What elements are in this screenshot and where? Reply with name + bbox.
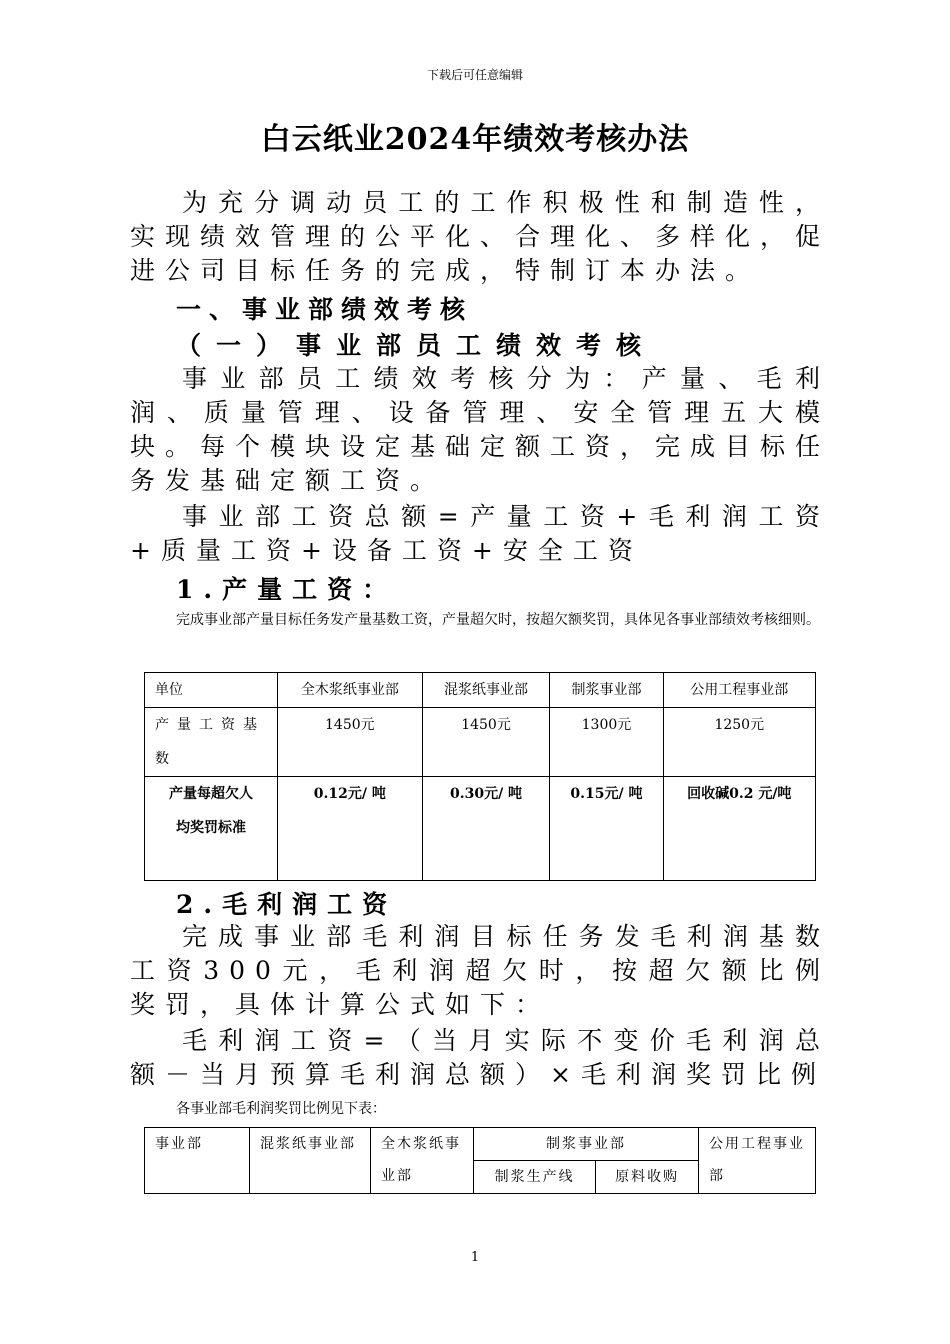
table-cell: 制浆事业部 <box>474 1128 699 1161</box>
table-row <box>145 1128 816 1161</box>
output-salary-table <box>144 672 816 881</box>
table-cell: 制浆生产线 <box>474 1161 596 1194</box>
item2-paragraph: 完成事业部毛利润目标任务发毛利润基数工资300元，毛利润超欠时，按超欠额比例奖罚，具体计算公式如下： <box>130 922 830 1019</box>
table-cell: 单位 <box>145 673 278 708</box>
salary-formula-paragraph: 事业部工资总额=产量工资+毛利润工资+质量工资+设备工资+安全工资 <box>130 502 830 565</box>
table-row <box>145 777 816 881</box>
table-cell: 制浆事业部 <box>550 673 663 708</box>
table-cell: 全木浆纸事业部 <box>278 673 423 708</box>
table-cell: 回收碱0.2 元/吨 <box>663 777 815 881</box>
table-cell: 混浆纸事业部 <box>422 673 550 708</box>
header-note: 下载后可任意编辑 <box>426 68 523 82</box>
table-cell: 0.30元/ 吨 <box>422 777 550 881</box>
table-row <box>145 673 816 708</box>
table-cell: 产量每超欠人均奖罚标准 <box>145 777 278 881</box>
table-row <box>145 708 816 777</box>
page-number: 1 <box>470 1250 480 1265</box>
table-cell: 1450元 <box>422 708 550 777</box>
item1-heading: 1.产量工资： <box>176 575 398 604</box>
profit-ratio-table <box>144 1127 816 1194</box>
item2-note: 各事业部毛利润奖罚比例见下表： <box>176 1101 386 1117</box>
intro-paragraph: 为充分调动员工的工作积极性和制造性，实现绩效管理的公平化、合理化、多样化，促进公司目标任务的完成，特制订本办法。 <box>130 188 831 285</box>
table-cell: 全木浆纸事业部 <box>371 1128 474 1194</box>
table-cell: 事业部 <box>145 1128 250 1194</box>
section-heading-1: 一、事业部绩效考核 <box>176 295 474 324</box>
item2-heading: 2.毛利润工资 <box>176 890 398 919</box>
table-cell: 1300元 <box>550 708 663 777</box>
table-cell: 1450元 <box>278 708 423 777</box>
table-cell: 0.12元/ 吨 <box>278 777 423 881</box>
table-cell: 混浆纸事业部 <box>250 1128 371 1194</box>
table-cell: 1250元 <box>663 708 815 777</box>
subsection-heading-1: （一）事业部员工绩效考核 <box>176 331 657 360</box>
table-cell: 公用工程事业部 <box>663 673 815 708</box>
item1-note: 完成事业部产量目标任务发产量基数工资，产量超欠时，按超欠额奖罚，具体见各事业部绩效考核细则。 <box>176 612 820 628</box>
table-cell: 公用工程事业部 <box>699 1128 816 1194</box>
document-title: 白云纸业2024年绩效考核办法 <box>260 122 690 157</box>
table-cell: 产量工资基数 <box>145 708 278 777</box>
table-cell: 0.15元/ 吨 <box>550 777 663 881</box>
modules-paragraph: 事业部员工绩效考核分为：产量、毛利润、质量管理、设备管理、安全管理五大模块。每个模块设定基础定额工资，完成目标任务发基础定额工资。 <box>130 364 831 495</box>
table-cell: 原料收购 <box>596 1161 699 1194</box>
item2-formula: 毛利润工资=（当月实际不变价毛利润总额－当月预算毛利润总额）×毛利润奖罚比例 <box>130 1026 830 1089</box>
